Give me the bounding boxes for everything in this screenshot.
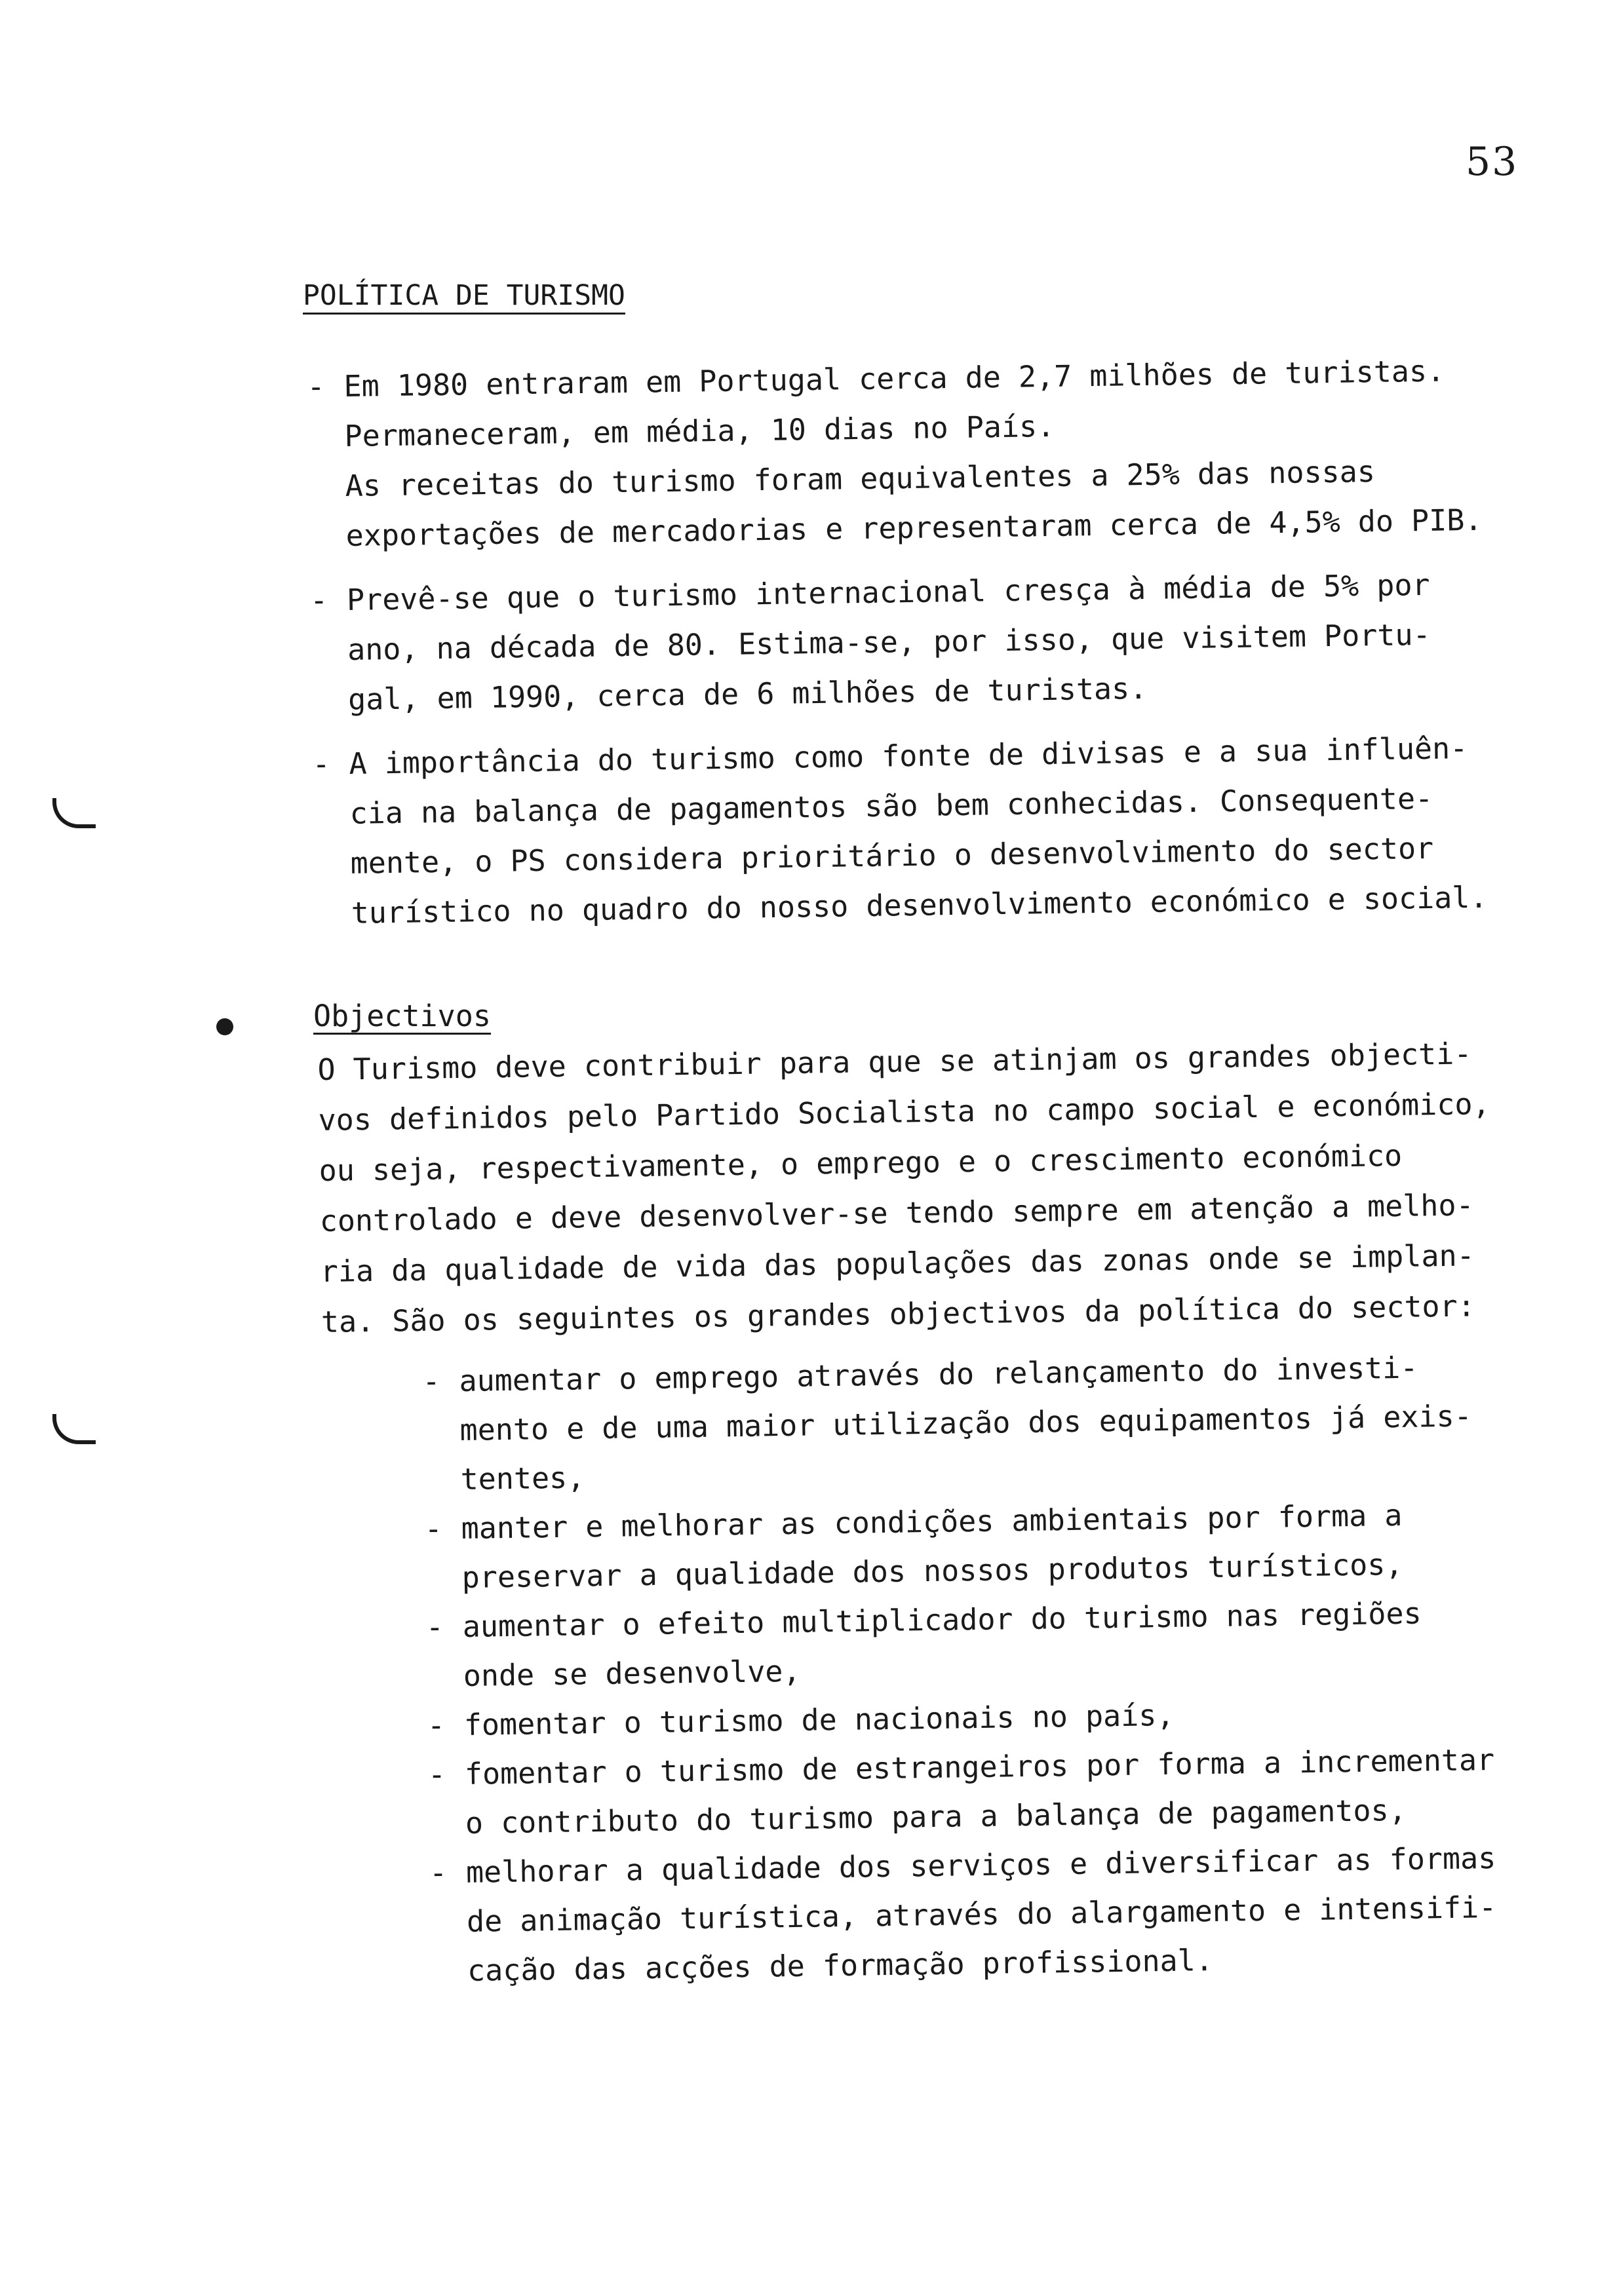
objectives-list <box>422 1341 1608 1995</box>
list-dash: - <box>422 1364 440 1399</box>
paragraph-line: O Turismo deve contribuir para que se atinjam os grandes objecti- <box>317 1036 1472 1087</box>
objective-line: tentes, <box>460 1460 585 1497</box>
paragraph-line: controlado e deve desenvolver-se tendo sempre em atenção a melho- <box>319 1187 1474 1238</box>
intro-line: As receitas do turismo foram equivalentes a 25% das nossas <box>345 454 1376 503</box>
intro-line: Prevê-se que o turismo internacional cresça à média de 5% por <box>346 567 1430 617</box>
intro-line: ano, na década de 80. Estima-se, por isso, que visitem Portu- <box>347 617 1431 667</box>
list-dash: - <box>425 1609 444 1645</box>
list-dash: - <box>427 1757 446 1792</box>
objectives-bullet <box>216 1018 233 1035</box>
list-dash: - <box>307 369 325 404</box>
objective-item <box>425 1586 1604 1700</box>
paragraph-line: ta. São os seguintes os grandes objectivos da política do sector: <box>321 1288 1476 1339</box>
intro-item <box>312 721 1610 938</box>
objective-line: fomentar o turismo de nacionais no país, <box>463 1697 1175 1742</box>
objective-line: onde se desenvolve, <box>463 1653 801 1693</box>
intro-line: cia na balança de pagamentos são bem conhecidas. Consequente- <box>349 780 1433 831</box>
list-dash: - <box>312 746 331 782</box>
objective-line: manter e melhorar as condições ambientais por forma a <box>461 1497 1403 1546</box>
intro-line: gal, em 1990, cerca de 6 milhões de turistas. <box>347 670 1148 717</box>
objectives-paragraph <box>317 1027 1606 1347</box>
list-dash: - <box>424 1511 443 1546</box>
objective-line: preservar a qualidade dos nossos produtos turísticos, <box>461 1546 1403 1595</box>
intro-list <box>307 344 1610 953</box>
intro-line: mente, o PS considera prioritário o desenvolvimento do sector <box>350 830 1434 881</box>
objective-line: mento e de uma maior utilização dos equipamentos já exis- <box>459 1398 1473 1447</box>
intro-line: Permaneceram, em média, 10 dias no País. <box>344 408 1055 453</box>
list-dash: - <box>429 1855 448 1890</box>
objective-item <box>424 1488 1603 1602</box>
objective-line: o contributo do turismo para a balança de pagamentos, <box>465 1792 1407 1841</box>
objective-line: melhorar a qualidade dos serviços e diversificar as formas <box>465 1840 1496 1890</box>
paragraph-line: ou seja, respectivamente, o emprego e o crescimento económico <box>319 1138 1403 1188</box>
objective-item <box>422 1341 1601 1504</box>
margin-mark <box>52 1414 96 1444</box>
objective-item <box>427 1734 1606 1848</box>
objective-line: aumentar o emprego através do relançamento do investi- <box>459 1350 1418 1398</box>
objective-line: fomentar o turismo de estrangeiros por forma a incrementar <box>464 1742 1495 1791</box>
objective-line: aumentar o efeito multiplicador do turismo nas regiões <box>462 1596 1422 1644</box>
intro-line: turístico no quadro do nosso desenvolvimento económico e social. <box>351 879 1488 930</box>
list-dash: - <box>427 1708 446 1743</box>
paragraph-line: ria da qualidade de vida das populações das zonas onde se implan- <box>320 1238 1475 1289</box>
intro-line: exportações de mercadorias e representaram cerca de 4,5% do PIB. <box>345 502 1483 553</box>
objectives-heading: Objectivos <box>313 999 491 1033</box>
intro-line: A importância do turismo como fonte de divisas e a sua influên- <box>349 731 1468 781</box>
intro-item <box>309 558 1607 725</box>
paragraph-line: vos definidos pelo Partido Socialista no campo social e económico, <box>318 1086 1490 1138</box>
page-number: 53 <box>1466 139 1519 185</box>
intro-item <box>307 344 1605 561</box>
section-title: POLÍTICA DE TURISMO <box>303 280 625 315</box>
objective-line: cação das acções de formação profissional. <box>467 1943 1214 1988</box>
list-dash: - <box>309 583 328 618</box>
objective-line: de animação turística, através do alargamento e intensifi- <box>466 1889 1497 1939</box>
objective-item <box>429 1832 1608 1995</box>
intro-line: Em 1980 entraram em Portugal cerca de 2,7 milhões de turistas. <box>343 353 1445 404</box>
margin-mark <box>52 798 96 828</box>
